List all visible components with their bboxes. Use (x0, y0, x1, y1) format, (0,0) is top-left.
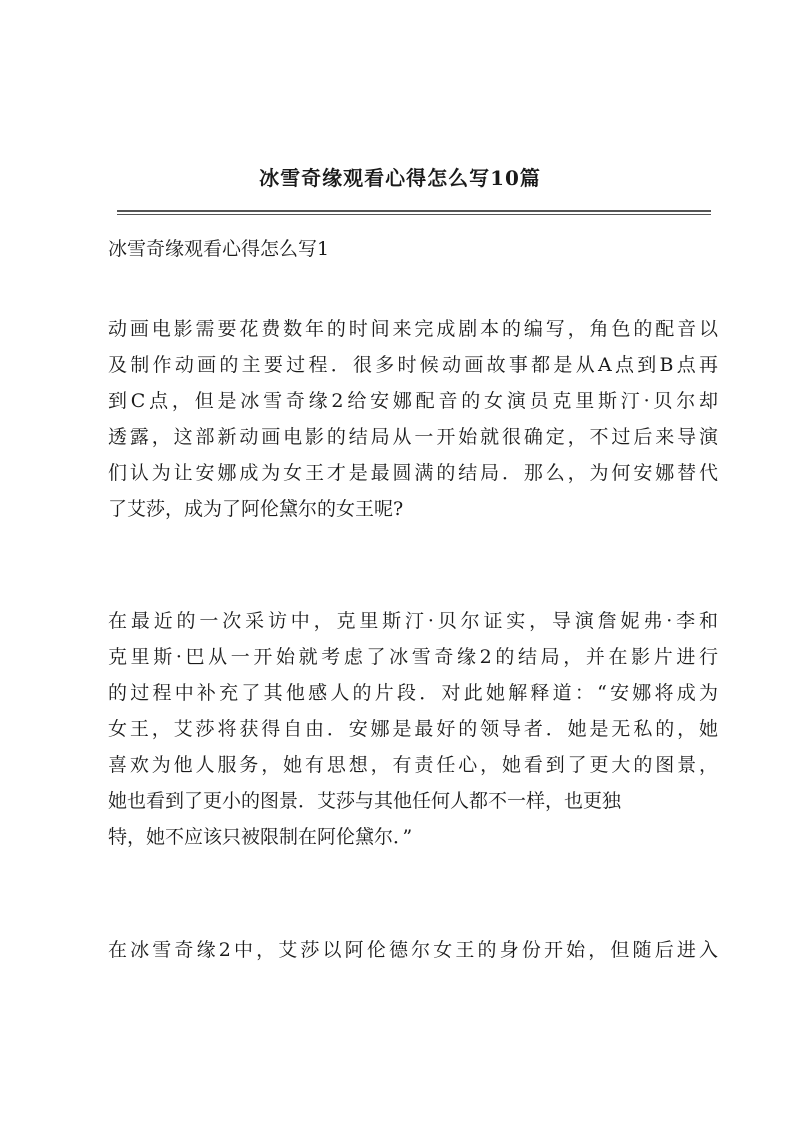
paragraph-line: 她也看到了更小的图景．艾莎与其他任何人都不一样，也更独 (108, 790, 622, 812)
paragraph-line: 及制作动画的主要过程．很多时候动画故事都是从A点到B点再 (108, 354, 718, 376)
title-divider (117, 210, 711, 215)
paragraph-2 (108, 603, 718, 855)
paragraph-line: 到C点，但是冰雪奇缘2给安娜配音的女演员克里斯汀·贝尔却 (108, 390, 718, 412)
paragraph-line: 女王，艾莎将获得自由．安娜是最好的领导者．她是无私的，她 (108, 718, 718, 740)
paragraph-3 (108, 932, 718, 968)
paragraph-line: 喜欢为他人服务，她有思想，有责任心，她看到了更大的图景， (108, 754, 718, 776)
paragraph-line: 的过程中补充了其他感人的片段．对此她解释道：“安娜将成为 (108, 682, 718, 704)
document-title: 冰雪奇缘观看心得怎么写10篇 (259, 166, 541, 190)
paragraph-line: 们认为让安娜成为女王才是最圆满的结局．那么，为何安娜替代 (108, 462, 718, 484)
paragraph-line: 在冰雪奇缘2中，艾莎以阿伦德尔女王的身份开始，但随后进入 (108, 939, 718, 961)
paragraph-1 (108, 311, 718, 527)
paragraph-line: 在最近的一次采访中，克里斯汀·贝尔证实，导演詹妮弗·李和 (108, 610, 718, 632)
paragraph-line: 特，她不应该只被限制在阿伦黛尔．” (108, 826, 413, 848)
paragraph-line: 克里斯·巴从一开始就考虑了冰雪奇缘2的结局，并在影片进行 (108, 646, 718, 668)
section-heading: 冰雪奇缘观看心得怎么写1 (108, 238, 330, 260)
paragraph-line: 动画电影需要花费数年的时间来完成剧本的编写，角色的配音以 (108, 318, 718, 340)
paragraph-line: 透露，这部新动画电影的结局从一开始就很确定，不过后来导演 (108, 426, 718, 448)
paragraph-line: 了艾莎，成为了阿伦黛尔的女王呢? (108, 498, 404, 520)
